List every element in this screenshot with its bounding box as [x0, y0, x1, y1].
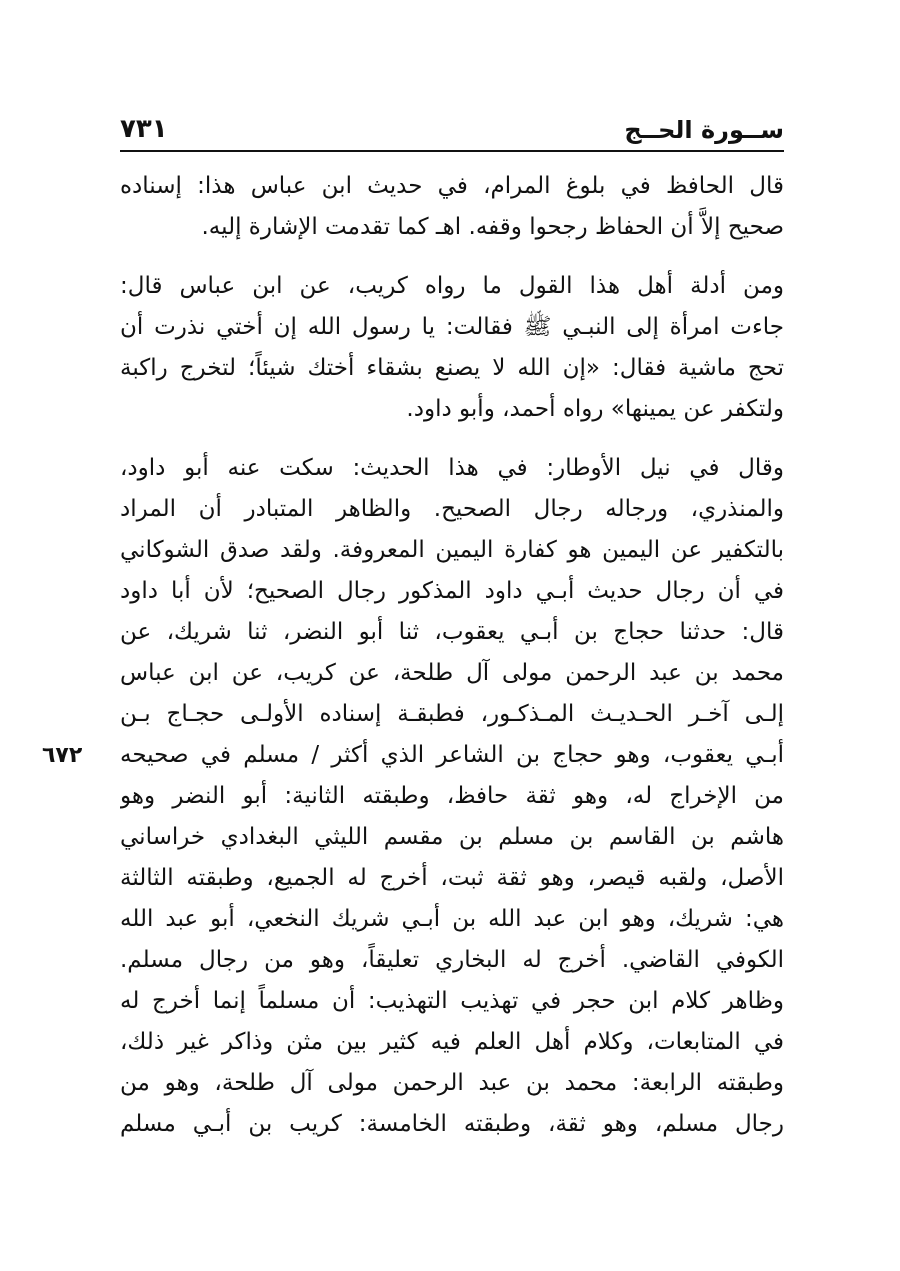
body-text [120, 166, 784, 1145]
text-line: جاءت امرأة إلى النبـي ﷺ فقالت: يا رسول الله إن أختي نذرت أن [120, 314, 784, 340]
text-line: الكوفي القاضي. أخرج له البخاري تعليقاً، وهو من رجال مسلم. [120, 947, 784, 973]
text-line: هي: شريك، وهو ابن عبد الله بن أبـي شريك النخعي، أبو عبد الله [120, 906, 784, 932]
text-line: صحيح إلاَّ أن الحفاظ رجحوا وقفه. اهـ كما تقدمت الإشارة إليه. [201, 214, 784, 240]
page-number: ٧٣١ [120, 114, 168, 144]
text-line: وظاهر كلام ابن حجر في تهذيب التهذيب: أن مسلماً إنما أخرج له [120, 988, 784, 1014]
text-line: الأصل، ولقبه قيصر، وهو ثقة ثبت، أخرج له الجميع، وطبقته الثالثة [120, 865, 784, 891]
header-divider [120, 150, 784, 152]
text-line: في المتابعات، وكلام أهل العلم فيه كثير بين مثن وذاكر غير ذلك، [120, 1029, 784, 1055]
margin-page-reference: ٦٧٢ [42, 743, 83, 768]
text-line: محمد بن عبد الرحمن مولى آل طلحة، عن كريب، عن ابن عباس [120, 660, 784, 686]
text-line: قال الحافظ في بلوغ المرام، في حديث ابن عباس هذا: إسناده [120, 173, 784, 199]
text-line: أبـي يعقوب، وهو حجاج بن الشاعر الذي أكثر / مسلم في صحيحه [120, 742, 784, 768]
paragraph-gap [120, 248, 784, 266]
text-line: من الإخراج له، وهو ثقة حافظ، وطبقته الثانية: أبو النضر وهو [120, 783, 784, 809]
text-line: رجال مسلم، وهو ثقة، وطبقته الخامسة: كريب بن أبـي مسلم [120, 1111, 784, 1137]
text-line: ومن أدلة أهل هذا القول ما رواه كريب، عن ابن عباس قال: [120, 273, 784, 299]
text-line: في أن رجال حديث أبـي داود المذكور رجال الصحيح؛ لأن أبا داود [120, 578, 784, 604]
page-header [120, 112, 784, 152]
text-line: إلـى آخـر الحـديـث المـذكـور، فطبقـة إسناده الأولـى حجـاج بـن [120, 701, 784, 727]
text-line: وقال في نيل الأوطار: في هذا الحديث: سكت عنه أبو داود، [120, 455, 784, 481]
paragraph-gap [120, 430, 784, 448]
text-line: بالتكفير عن اليمين هو كفارة اليمين المعروفة. ولقد صدق الشوكاني [120, 537, 784, 563]
text-line: قال: حدثنا حجاج بن أبـي يعقوب، ثنا أبو النضر، ثنا شريك، عن [120, 619, 784, 645]
text-line: وطبقته الرابعة: محمد بن عبد الرحمن مولى آل طلحة، وهو من [120, 1070, 784, 1096]
surah-title: ســورة الحــج [624, 116, 784, 144]
text-line: تحج ماشية فقال: «إن الله لا يصنع بشقاء أختك شيئاً؛ لتخرج راكبة [120, 355, 784, 381]
text-line: ولتكفر عن يمينها» رواه أحمد، وأبو داود. [406, 396, 784, 422]
text-line: هاشم بن القاسم بن مسلم بن مقسم الليثي البغدادي خراساني [120, 824, 784, 850]
text-line: والمنذري، ورجاله رجال الصحيح. والظاهر المتبادر أن المراد [120, 496, 784, 522]
